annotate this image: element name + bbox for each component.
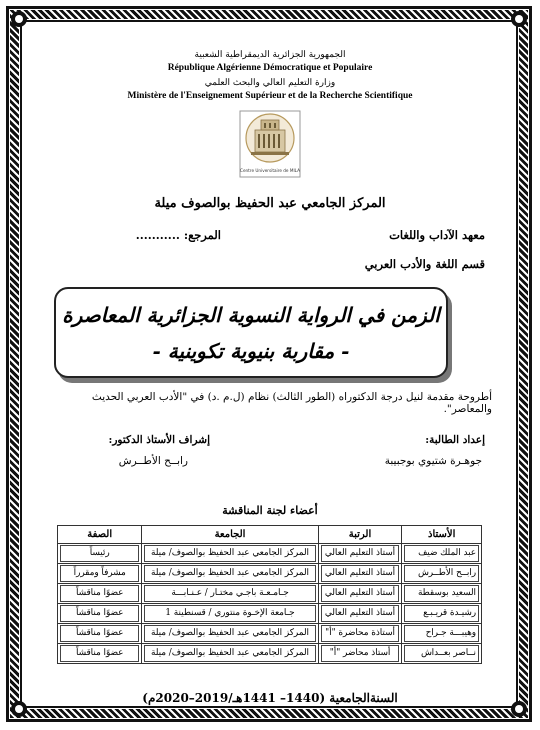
university-name: المركز الجامعي عبد الحفيظ بوالصوف ميلة	[154, 196, 386, 211]
header-professor: الأستاذ	[402, 526, 482, 544]
department-name: قسم اللغة والأدب العربي	[364, 257, 485, 271]
jury-rank: أستاذ التعليم العالي	[321, 585, 400, 602]
logo-caption: Centre Universitaire de MILA	[240, 168, 300, 173]
jury-rank: أستاذ محاضر "أ"	[321, 645, 400, 662]
header-rank: الرتبة	[318, 526, 402, 544]
jury-professor: وهيبـــة جـراح	[404, 625, 479, 642]
jury-professor: عبد الملك ضيف	[404, 545, 479, 562]
jury-role: مشرفاً ومقرراً	[60, 565, 139, 582]
jury-professor: رشيـدة قريـبـع	[404, 605, 479, 622]
corner-ornament	[11, 11, 27, 27]
jury-rank: أستاذ التعليم العالي	[321, 545, 400, 562]
supervisor-label: إشراف الأستاذ الدكتور:	[108, 434, 210, 446]
jury-table	[57, 525, 482, 664]
jury-title: أعضاء لجنة المناقشة	[222, 504, 318, 517]
jury-professor: السعيد بوسقطة	[404, 585, 479, 602]
reference-field: المرجع: ...........	[135, 228, 221, 242]
jury-rank: أستاذ التعليم العالي	[321, 605, 400, 622]
jury-university: المركز الجامعي عبد الحفيظ بوالصوف/ ميلة	[144, 645, 315, 662]
republic-arabic: الجمهورية الجزائرية الديمقراطية الشعبية	[194, 50, 346, 60]
table-row	[58, 624, 482, 644]
ministry-french: Ministère de l'Enseignement Supérieur et de la Recherche Scientifique	[127, 91, 413, 101]
jury-role: عضوًا مناقشاً	[60, 625, 139, 642]
student-label: إعداد الطالبة:	[425, 434, 485, 446]
header-role: الصفة	[58, 526, 142, 544]
jury-university: المركز الجامعي عبد الحفيظ بوالصوف/ ميلة	[144, 545, 315, 562]
academic-year: السنةالجامعية (1440– 1441هـ/2019–2020م)	[142, 691, 398, 705]
supervisor-name: رابــح الأطــرش	[118, 455, 188, 467]
jury-university: المركز الجامعي عبد الحفيظ بوالصوف/ ميلة	[144, 625, 315, 642]
student-name: جوهـرة شتيوي بوجبيبة	[384, 455, 482, 467]
table-row	[58, 544, 482, 564]
jury-role: عضوًا مناقشاً	[60, 605, 139, 622]
jury-rank: أستاذة محاضرة "أ"	[321, 625, 400, 642]
corner-ornament	[511, 11, 527, 27]
thesis-title-line1: الزمن في الرواية النسوية الجزائرية المعاصرة	[62, 303, 440, 327]
jury-university: جـامعة الإخـوة منتوري / قسنطينة 1	[144, 605, 315, 622]
table-row	[58, 584, 482, 604]
jury-professor: نــاصر بعــداش	[404, 645, 479, 662]
university-building-logo	[239, 110, 301, 178]
jury-role: رئيساً	[60, 545, 139, 562]
jury-role: عضوًا مناقشاً	[60, 645, 139, 662]
title-frame	[54, 287, 448, 378]
institute-name: معهد الآداب واللغات	[389, 228, 485, 242]
thesis-statement: أطروحة مقدمة لنيل درجة الدكتوراه (الطور الثالث) نظام (ل.م .د) في "الأدب العربي الحديث والمعاصر".	[91, 391, 492, 415]
jury-header-row	[58, 526, 482, 544]
table-row	[58, 604, 482, 624]
table-row	[58, 644, 482, 664]
jury-university: المركز الجامعي عبد الحفيظ بوالصوف/ ميلة	[144, 565, 315, 582]
jury-university: جـامـعـة باجـي مختـار / عـنـابـــة	[144, 585, 315, 602]
thesis-title-line2: - مقاربة بنيوية تكوينية -	[152, 339, 350, 363]
republic-french: République Algérienne Démocratique et Populaire	[167, 63, 373, 73]
jury-rank: أستاذ التعليم العالي	[321, 565, 400, 582]
jury-role: عضوًا مناقشاً	[60, 585, 139, 602]
table-row	[58, 564, 482, 584]
ministry-arabic: وزارة التعليم العالي والبحث العلمي	[204, 78, 336, 88]
header-university: الجامعة	[142, 526, 318, 544]
jury-professor: رابــح الأطــرش	[404, 565, 479, 582]
